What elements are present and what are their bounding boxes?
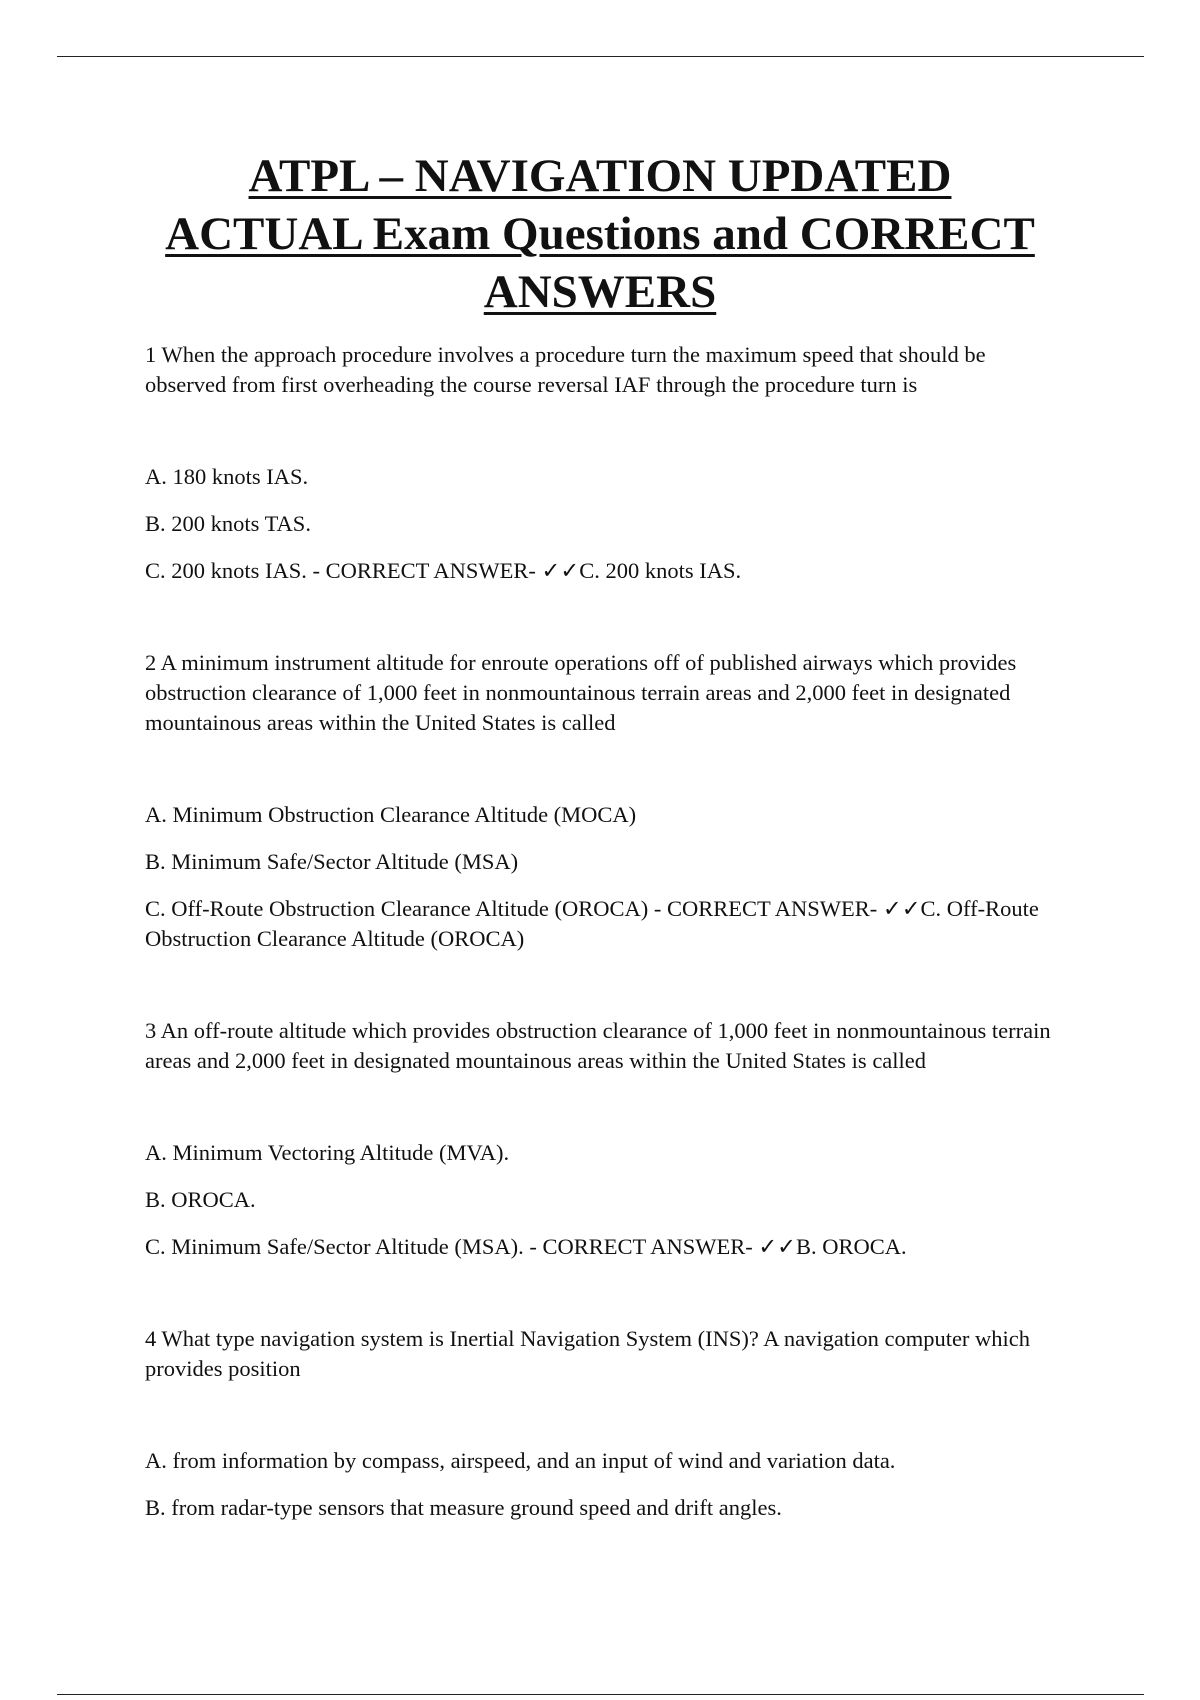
question-block-4	[145, 1324, 1065, 1523]
question-block-3	[145, 1016, 1065, 1262]
question-list	[145, 340, 1065, 1585]
title-line: ATPL – NAVIGATION UPDATED	[248, 150, 952, 202]
question-block-2	[145, 648, 1065, 954]
bottom-rule	[57, 1694, 1144, 1695]
answer-option: A. 180 knots IAS.	[145, 464, 309, 489]
answer-option-correct: C. Minimum Safe/Sector Altitude (MSA). - CORRECT ANSWER- ✓✓B. OROCA.	[145, 1234, 907, 1259]
question-text: 4 What type navigation system is Inertial Navigation System (INS)? A navigation computer which provides position	[145, 1326, 1031, 1381]
answer-option: B. from radar-type sensors that measure ground speed and drift angles.	[145, 1495, 782, 1520]
question-text: 3 An off-route altitude which provides obstruction clearance of 1,000 feet in nonmountainous terrain areas and 2,000 feet in designated mountainous areas within the United States is called	[145, 1018, 1051, 1073]
answer-option: B. OROCA.	[145, 1187, 256, 1212]
document-title	[60, 147, 1140, 321]
answer-option: A. Minimum Obstruction Clearance Altitude (MOCA)	[145, 802, 637, 827]
answer-option-correct: C. Off-Route Obstruction Clearance Altitude (OROCA) - CORRECT ANSWER- ✓✓C. Off-Route Obstruction Clearance Altitude (OROCA)	[145, 896, 1039, 951]
answer-option: B. 200 knots TAS.	[145, 511, 311, 536]
question-text: 1 When the approach procedure involves a procedure turn the maximum speed that should be observed from first overheading the course reversal IAF through the procedure turn is	[145, 342, 986, 397]
title-line: ACTUAL Exam Questions and CORRECT	[165, 208, 1035, 260]
question-block-1	[145, 340, 1065, 586]
answer-option: B. Minimum Safe/Sector Altitude (MSA)	[145, 849, 519, 874]
top-rule	[57, 56, 1144, 57]
title-line: ANSWERS	[483, 266, 717, 318]
answer-option: A. from information by compass, airspeed, and an input of wind and variation data.	[145, 1448, 896, 1473]
question-text: 2 A minimum instrument altitude for enroute operations off of published airways which provides obstruction clearance of 1,000 feet in nonmountainous terrain areas and 2,000 feet in designated mountainous areas within the United States is called	[145, 650, 1017, 735]
answer-option: A. Minimum Vectoring Altitude (MVA).	[145, 1140, 510, 1165]
answer-option-correct: C. 200 knots IAS. - CORRECT ANSWER- ✓✓C. 200 knots IAS.	[145, 558, 742, 583]
